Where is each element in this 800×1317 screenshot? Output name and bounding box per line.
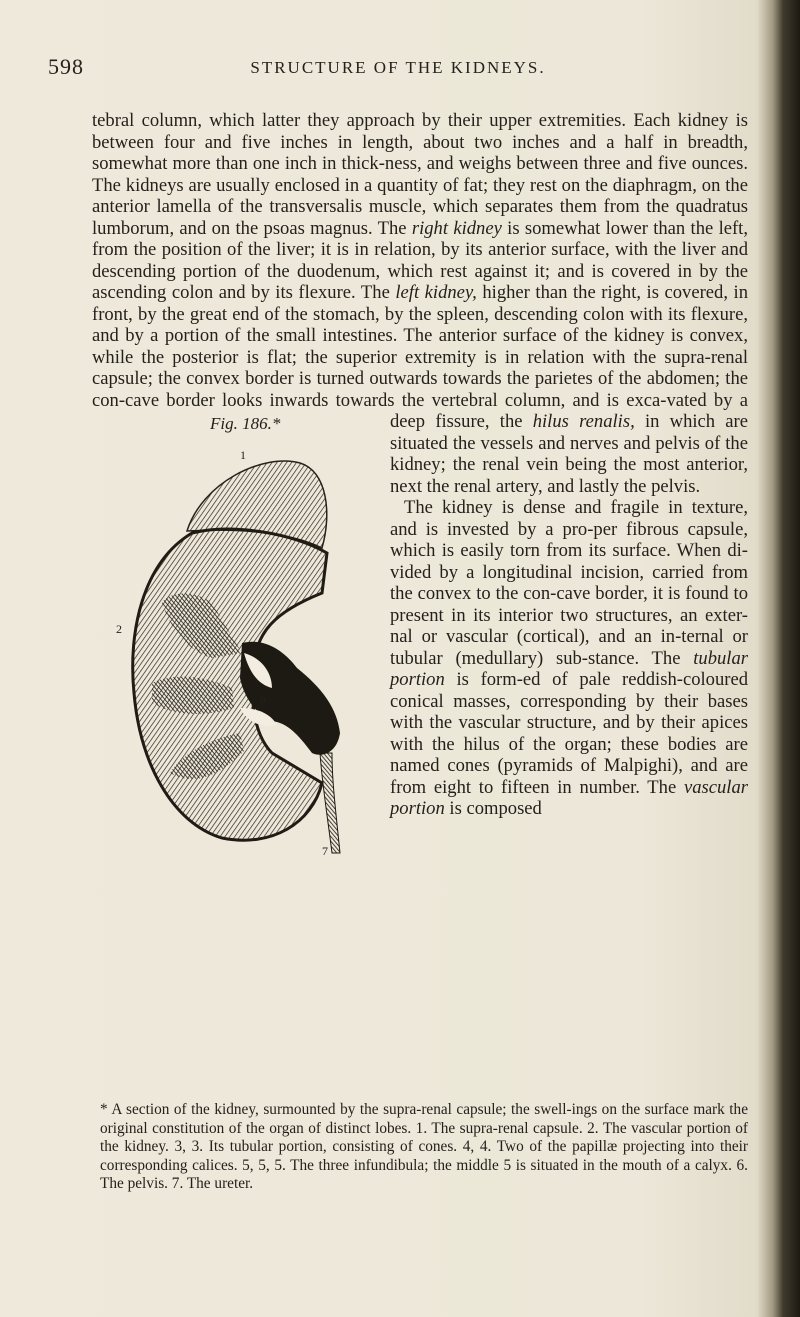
- text-run: tebral column, which latter they approach by their upper extremities. Each kidney is between four and five inches in length, about two inches and a half in breadth, somewhat more than one inch in thick-ness, and weighs between three and five ounces. The kidneys are usually enclosed in a quantity of fat; they rest on the diaphragm, on the anterior lamella of the transversalis muscle, which separates them from the quadratus lumborum, and on the psoas magnus. The: [92, 110, 748, 239]
- kidney-section-illustration: [116, 448, 352, 863]
- text-run: in which are situated the vessels and nerves and pelvis of the kidney; the renal vein being the most anterior, next the renal artery, and lastly the pelvis.: [390, 411, 748, 497]
- body-text: [92, 110, 748, 883]
- figure-caption: Fig. 186.*: [210, 414, 281, 433]
- italic-term: tubular portion: [390, 647, 748, 690]
- italic-term: vascular portion: [390, 776, 748, 819]
- text-run: is form-ed of pale reddish-coloured conical masses, corresponding by their bases with the vascular structure, and by their apices with the hilus of the organ; these bodies are named cones (pyramids of Malpighi), and are from eight to fifteen in number. The: [390, 669, 748, 798]
- italic-term: left kidney,: [395, 282, 477, 303]
- italic-term: right kidney: [411, 217, 502, 239]
- text-run: is somewhat lower than the left, from the position of the liver; it is in relation, by its anterior surface, with the liver and descending portion of the duodenum, which rest against it; and is covered in by the ascending colon and by its flexure. The: [92, 217, 748, 303]
- text-run: The kidney is dense and fragile in texture, and is invested by a pro-per fibrous capsule, which is easily torn from its surface. When di-vided by a longitudinal incision, carried from the convex to the con-cave border, it is found to present in its interior two structures, an exter-nal or vascular (cortical), and an in-ternal or tubular (medullary) sub-stance. The: [390, 497, 748, 669]
- figure: [82, 411, 380, 877]
- figure-label: 7: [322, 844, 328, 858]
- figure-label: 6: [260, 692, 266, 706]
- text-run: higher than the right, is covered, in front, by the great end of the stomach, by the spleen, descending colon with its flexure, and by a portion of the small intestines. The anterior surface of the kidney is convex, while the posterior is flat; the superior extremity is in relation with the supra-renal capsule; the convex border is turned outwards towards the parietes of the abdomen; the con-cave border looks inwards towards the vertebral column, and is exca-vated by a deep fissure, the: [92, 282, 749, 432]
- page-number: 598: [48, 54, 84, 79]
- text-run: is composed: [444, 798, 542, 819]
- footnote: * A section of the kidney, surmounted by the supra-renal capsule; the swell-ings on the surface mark the original constitution of the organ of distinct lobes. 1. The supra-renal capsule. 2. The vascular portion of the kidney. 3, 3. Its tubular portion, consisting of cones. 4, 4. Two of the papillæ projecting into their corresponding calices. 5, 5, 5. The three infundibula; the middle 5 is situated in the mouth of a calyx. 6. The pelvis. 7. The ureter.: [100, 1101, 748, 1193]
- book-spine-edge: [758, 0, 800, 1317]
- figure-label: 2: [116, 622, 122, 636]
- ureter: [320, 753, 340, 853]
- running-title: STRUCTURE OF THE KIDNEYS.: [250, 58, 546, 77]
- italic-term: hilus renalis,: [532, 411, 635, 432]
- figure-label: 1: [240, 448, 246, 462]
- page-header: [48, 54, 748, 84]
